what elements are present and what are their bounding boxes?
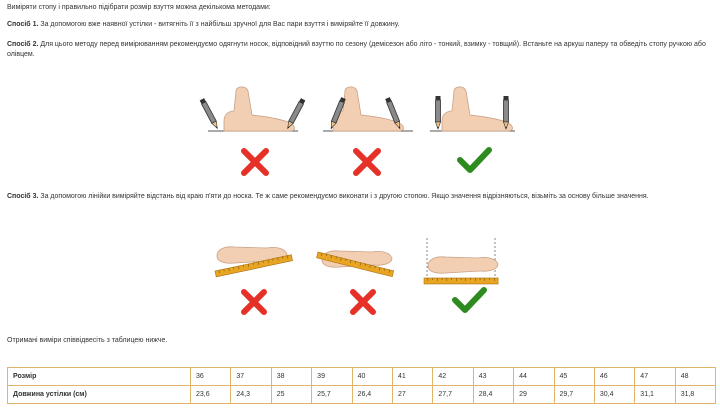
- table-row: [8, 386, 716, 404]
- size-cell: 47: [635, 368, 675, 386]
- pencil-icon: [285, 98, 305, 129]
- method-1-text: За допомогою вже наявної устілки - витягніть її з найбільш зручної для Вас пари взуття і виміряйте її довжину.: [38, 21, 400, 28]
- foot-icon: [428, 257, 498, 273]
- ruler-icon: [424, 278, 498, 284]
- method-3-label: Спосіб 3.: [7, 193, 39, 200]
- size-row-header: Розмір: [8, 368, 191, 386]
- table-intro-text: Отримані виміри співвідвесіть з таблицею нижче.: [7, 337, 168, 344]
- insole-length-cell: 30,4: [594, 386, 634, 404]
- insole-row-header: Довжина устілки (см): [8, 386, 191, 404]
- insole-length-cell: 31,1: [635, 386, 675, 404]
- cross-mark-icon: [356, 151, 378, 173]
- size-cell: 42: [433, 368, 473, 386]
- pencil-icon: [200, 98, 220, 129]
- size-cell: 45: [554, 368, 594, 386]
- pencil-icon: [436, 96, 441, 129]
- method-2-text: Для цього методу перед вимірюванням рекомендуємо одягнути носок, відповідний взуттю по сезону (демісезон або літо - тонкий, взимку - товщий). Встаньте на аркуш паперу та обведіть стопу ручкою або олівцем.: [7, 41, 706, 58]
- insole-length-cell: 28,4: [473, 386, 513, 404]
- method-2-label: Спосіб 2.: [7, 41, 39, 48]
- check-mark-icon: [460, 150, 489, 170]
- size-cell: 44: [514, 368, 554, 386]
- method-3-text: За допомогою лінійки виміряйте відстань від краю п'яти до носка. Те ж саме рекомендуємо виконати і з другою стопою. Якщо значення відрізняються, візьміть за основу більше значення.: [38, 193, 649, 200]
- check-mark-icon: [455, 290, 484, 310]
- insole-length-cell: 31,8: [675, 386, 715, 404]
- insole-length-cell: 25,7: [312, 386, 352, 404]
- cross-mark-icon: [353, 292, 373, 312]
- size-table: [7, 367, 716, 404]
- ruler-measure-wrong-2: [317, 251, 394, 312]
- size-cell: 36: [191, 368, 231, 386]
- insole-length-cell: 27: [392, 386, 432, 404]
- pencil-icon: [504, 96, 509, 129]
- insole-length-cell: 27,7: [433, 386, 473, 404]
- method-3-paragraph: [7, 192, 712, 202]
- foot-icon: [224, 87, 295, 131]
- insole-length-cell: 24,3: [231, 386, 271, 404]
- size-cell: 40: [352, 368, 392, 386]
- ruler-measure-wrong-1: [215, 247, 293, 312]
- method-1-paragraph: [7, 20, 712, 30]
- size-cell: 46: [594, 368, 634, 386]
- ruler-measure-correct: [424, 238, 498, 310]
- cross-mark-icon: [244, 292, 264, 312]
- method-1-label: Спосіб 1.: [7, 21, 39, 28]
- insole-length-cell: 29,7: [554, 386, 594, 404]
- foot-tracing-wrong-2: [323, 87, 413, 173]
- size-cell: 43: [473, 368, 513, 386]
- foot-tracing-wrong-1: [200, 87, 306, 173]
- size-cell: 41: [392, 368, 432, 386]
- method-3-illustration: [210, 232, 510, 322]
- size-cell: 38: [271, 368, 311, 386]
- insole-length-cell: 23,6: [191, 386, 231, 404]
- method-2-paragraph: [7, 40, 712, 60]
- table-row: [8, 368, 716, 386]
- insole-length-cell: 26,4: [352, 386, 392, 404]
- cross-mark-icon: [244, 151, 266, 173]
- method-2-illustration: [190, 80, 520, 185]
- size-cell: 48: [675, 368, 715, 386]
- size-cell: 37: [231, 368, 271, 386]
- foot-icon: [442, 87, 513, 131]
- insole-length-cell: 25: [271, 386, 311, 404]
- insole-length-cell: 29: [514, 386, 554, 404]
- size-cell: 39: [312, 368, 352, 386]
- intro-text: Виміряти стопу і правильно підібрати розмір взуття можна декількома методами:: [7, 4, 271, 11]
- foot-tracing-correct: [430, 87, 515, 170]
